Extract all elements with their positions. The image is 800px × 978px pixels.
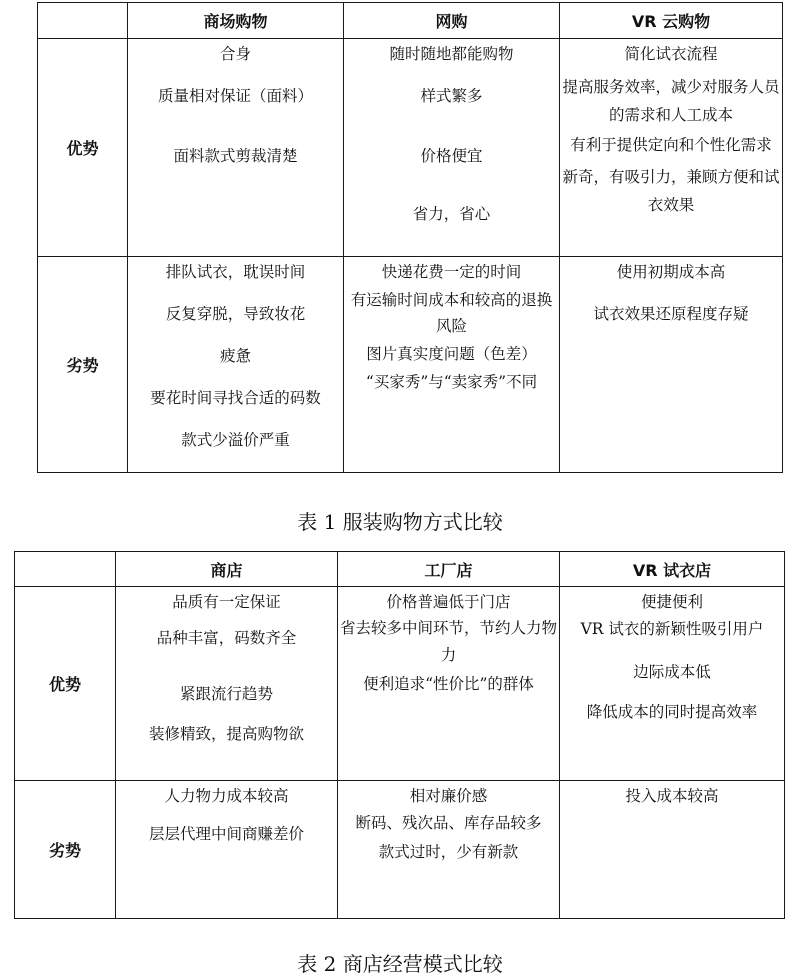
table-cell bbox=[128, 257, 344, 473]
header-cell: 工厂店 bbox=[338, 552, 560, 587]
comparison-table-2 bbox=[14, 551, 785, 919]
header-cell: VR 云购物 bbox=[560, 3, 783, 39]
table-cell bbox=[560, 39, 783, 257]
table-cell bbox=[560, 587, 785, 781]
table-cell bbox=[116, 781, 338, 919]
header-cell: 商场购物 bbox=[128, 3, 344, 39]
table-cell bbox=[344, 39, 560, 257]
table-row-disadvantages bbox=[38, 257, 783, 473]
cell-line: 新奇，有吸引力，兼顾方便和试衣效果 bbox=[562, 168, 780, 214]
row-label: 劣势 bbox=[38, 257, 128, 473]
cell-line: 图片真实度问题（色差） bbox=[366, 345, 537, 363]
cell-line: 断码、残次品、库存品较多 bbox=[355, 814, 542, 832]
cell-line: 省去较多中间环节，节约人力物力 bbox=[340, 619, 558, 664]
cell-line: 快递花费一定的时间 bbox=[381, 263, 522, 281]
cell-line: 紧跟流行趋势 bbox=[179, 685, 273, 703]
header-cell: 网购 bbox=[344, 3, 560, 39]
table-cell bbox=[338, 781, 560, 919]
row-label: 优势 bbox=[15, 587, 116, 781]
cell-line: 样式繁多 bbox=[420, 87, 483, 105]
cell-line: 要花时间寻找合适的码数 bbox=[150, 389, 321, 407]
cell-line: 投入成本较高 bbox=[625, 787, 719, 805]
row-label: 劣势 bbox=[15, 781, 116, 919]
table-2-caption: 表 2 商店经营模式比较 bbox=[297, 952, 503, 976]
cell-line: 随时随地都能购物 bbox=[389, 45, 514, 63]
cell-line: 相对廉价感 bbox=[409, 787, 488, 805]
header-cell: 商店 bbox=[116, 552, 338, 587]
cell-line: 简化试衣流程 bbox=[624, 45, 718, 63]
comparison-table-1 bbox=[37, 2, 783, 473]
table-header-row bbox=[38, 3, 783, 39]
cell-line: 降低成本的同时提高效率 bbox=[586, 703, 758, 721]
cell-line: 试衣效果还原程度存疑 bbox=[593, 305, 749, 323]
table-cell bbox=[560, 781, 785, 919]
table-row-advantages bbox=[38, 39, 783, 257]
cell-line: 品质有一定保证 bbox=[172, 593, 281, 611]
cell-line: VR 试衣的新颖性吸引用户 bbox=[580, 620, 764, 638]
row-label: 优势 bbox=[38, 39, 128, 257]
cell-line: 有运输时间成本和较高的退换风险 bbox=[350, 291, 553, 335]
cell-line: 合身 bbox=[219, 45, 251, 63]
table-row-advantages bbox=[15, 587, 785, 781]
header-cell-empty bbox=[38, 3, 128, 39]
cell-line: 价格普遍低于门店 bbox=[386, 593, 511, 611]
cell-line: 人力物力成本较高 bbox=[164, 787, 289, 805]
table-row-disadvantages bbox=[15, 781, 785, 919]
cell-line: 品种丰富，码数齐全 bbox=[156, 629, 297, 647]
cell-line: 款式少溢价严重 bbox=[181, 431, 290, 449]
table-cell bbox=[116, 587, 338, 781]
cell-line: 反复穿脱，导致妆花 bbox=[165, 305, 306, 323]
cell-line: 排队试衣，耽误时间 bbox=[165, 263, 306, 281]
cell-line: 装修精致，提高购物欲 bbox=[148, 725, 304, 743]
cell-line: 质量相对保证（面料） bbox=[157, 87, 313, 105]
cell-line: 面料款式剪裁清楚 bbox=[173, 147, 298, 165]
table-1-caption: 表 1 服装购物方式比较 bbox=[297, 510, 503, 534]
cell-line: 疲惫 bbox=[219, 347, 251, 365]
cell-line: 便捷便利 bbox=[640, 593, 703, 611]
cell-line: “买家秀”与“卖家秀”不同 bbox=[365, 373, 538, 391]
cell-line: 边际成本低 bbox=[633, 663, 711, 681]
table-cell bbox=[338, 587, 560, 781]
cell-line: 使用初期成本高 bbox=[616, 263, 726, 281]
cell-line: 层层代理中间商赚差价 bbox=[148, 825, 304, 843]
table-header-row bbox=[15, 552, 785, 587]
table-cell bbox=[128, 39, 344, 257]
cell-line: 提高服务效率，减少对服务人员的需求和人工成本 bbox=[562, 78, 780, 124]
cell-line: 省力，省心 bbox=[412, 205, 491, 223]
cell-line: 有利于提供定向和个性化需求 bbox=[570, 136, 772, 154]
header-cell: VR 试衣店 bbox=[560, 552, 785, 587]
cell-line: 价格便宜 bbox=[420, 147, 483, 165]
table-cell bbox=[344, 257, 560, 473]
header-cell-empty bbox=[15, 552, 116, 587]
cell-line: 款式过时，少有新款 bbox=[378, 843, 519, 861]
cell-line: 便利追求“性价比”的群体 bbox=[363, 675, 534, 693]
table-cell bbox=[560, 257, 783, 473]
